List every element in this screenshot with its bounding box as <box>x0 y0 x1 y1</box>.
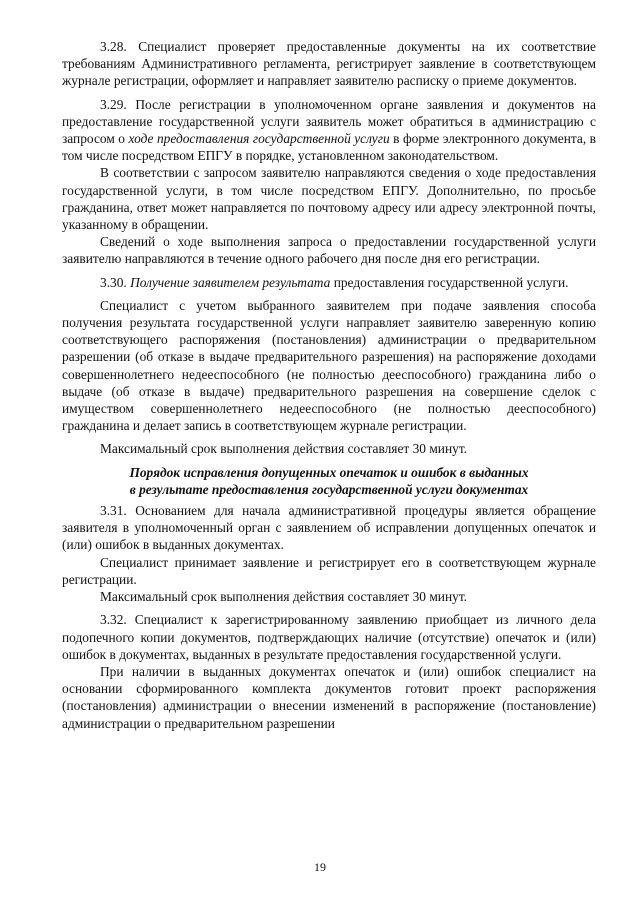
paragraph-info-time: Сведений о ходе выполнения запроса о предоставлении государственной услуги заявителю направляются в течение одного рабочего дня после дня его регистрации. <box>62 234 596 267</box>
paragraph-3-30-italic: Получение заявителем результата <box>130 274 331 290</box>
paragraph-accept: Специалист принимает заявление и регистрирует его в соответствующем журнале регистрации. <box>62 554 596 587</box>
paragraph-max-time-2: Максимальный срок выполнения действия составляет 30 минут. <box>100 589 468 605</box>
section-heading <box>62 464 596 498</box>
page-number: 19 <box>314 860 326 874</box>
paragraph-max-time-1: Максимальный срок выполнения действия составляет 30 минут. <box>100 441 468 457</box>
paragraph-3-29-italic: ходе предоставления государственной услуги <box>128 131 390 147</box>
document-page <box>62 38 596 732</box>
paragraph-3-32: 3.32. Специалист к зарегистрированному заявлению приобщает из личного дела подопечного копии документов, подтверждающих наличие (отсутствие) опечаток и (или) ошибок в документах, выданных в результате предоставления государственной услуги. <box>62 612 596 662</box>
paragraph-info: В соответствии с запросом заявителю направляются сведения о ходе предоставления государственной услуги, в том числе посредством ЕПГУ. Дополнительно, по просьбе гражданина, ответ может направляется по почтовому адресу или адресу электронной почты, указанному в обращении. <box>62 165 596 233</box>
paragraph-3-29-text: 3.29. После регистрации в уполномоченном органе заявления и документов на предоставление государственной услуги заявитель может обратиться в администрацию с запросом о <box>62 96 596 147</box>
section-heading-line-1: Порядок исправления допущенных опечаток и ошибок в выданных <box>129 464 529 480</box>
paragraph-result: Специалист с учетом выбранного заявителем при подаче заявления способа получения результата государственной услуги направляет заявителю заверенную копию соответствующего распоряжения (постановления) администрации о предварительном разрешении (об отказе в выдаче предварительного разрешения) на распоряжение доходами совершеннолетнего недееспособного (не полностью дееспособного) гражданина либо о выдаче (об отказе в выдаче) предварительного разрешения на совершение сделок с имуществом совершеннолетнего недееспособного (не полностью дееспособного) гражданина и делает запись в соответствующем журнале регистрации. <box>62 297 596 434</box>
paragraph-3-30 <box>62 274 596 291</box>
paragraph-3-30-tail: предоставления государственной услуги. <box>330 274 569 290</box>
paragraph-3-28: 3.28. Специалист проверяет предоставленные документы на их соответствие требованиям Административного регламента, регистрирует заявление в соответствующем журнале регистрации, оформляет и направляет заявителю расписку о приеме документов. <box>62 39 596 89</box>
paragraph-3-29-tail: в форме электронного документа, в том числе посредством ЕПГУ в порядке, установленном законодательством. <box>62 131 596 164</box>
paragraph-3-30-number: 3.30. <box>100 274 131 290</box>
section-heading-line-2: в результате предоставления государственной услуги документах <box>129 481 529 497</box>
paragraph-last: При наличии в выданных документах опечаток и (или) ошибок специалист на основании сформированного комплекта документов готовит проект распоряжения (постановления) администрации о внесении изменений в распоряжение (постановление) администрации о предварительном разрешении <box>62 663 596 731</box>
paragraph-3-29 <box>62 96 596 165</box>
paragraph-3-31: 3.31. Основанием для начала административной процедуры является обращение заявителя в уполномоченный орган с заявлением об исправлении допущенных опечаток и (или) ошибок в выданных документах. <box>62 503 596 553</box>
